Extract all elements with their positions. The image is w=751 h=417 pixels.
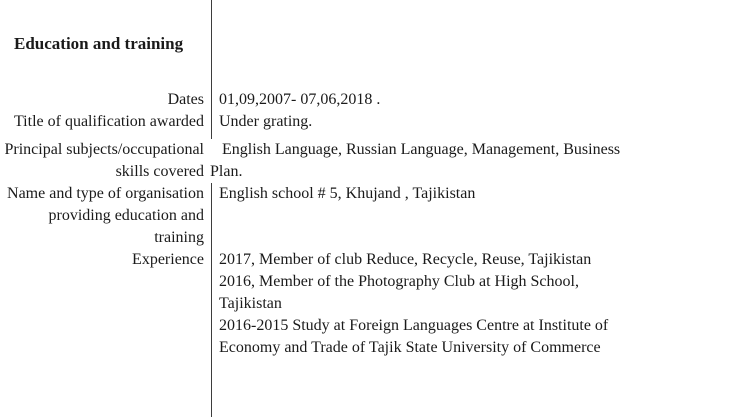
section-title: Education and training: [14, 34, 184, 53]
field-value-title-of-qualification: Under grating.: [219, 113, 313, 130]
row-principal-subjects: [0, 139, 751, 183]
value-line: Economy and Trade of Tajik State University of Commerce: [219, 339, 601, 356]
education-rows: [0, 89, 751, 359]
field-value-organisation: English school # 5, Khujand , Tajikistan: [219, 185, 476, 202]
value-line: Plan.: [210, 163, 243, 180]
row-title-of-qualification: [0, 111, 751, 133]
value-line: Tajikistan: [219, 295, 282, 312]
field-value-dates: 01,09,2007- 07,06,2018 .: [219, 91, 381, 108]
field-label-principal-subjects: Principal subjects/occupational skills covered: [4, 141, 204, 180]
value-line: 2016, Member of the Photography Club at High School,: [219, 273, 579, 290]
field-label-experience: Experience: [132, 251, 204, 268]
field-label-dates: Dates: [167, 91, 204, 108]
field-value-experience: [211, 249, 751, 359]
value-line: 2016-2015 Study at Foreign Languages Centre at Institute of: [219, 317, 609, 334]
row-experience: [0, 249, 751, 359]
value-line: English Language, Russian Language, Management, Business: [222, 141, 621, 158]
field-value-principal-subjects: [211, 139, 751, 183]
field-label-organisation: Name and type of organisation providing education and training: [7, 185, 204, 246]
field-label-title-of-qualification: Title of qualification awarded: [13, 113, 204, 130]
principal-subjects-paragraph: [210, 139, 751, 183]
row-organisation: [0, 183, 751, 249]
row-dates: [0, 89, 751, 111]
value-line: 2017, Member of club Reduce, Recycle, Reuse, Tajikistan: [219, 251, 592, 268]
